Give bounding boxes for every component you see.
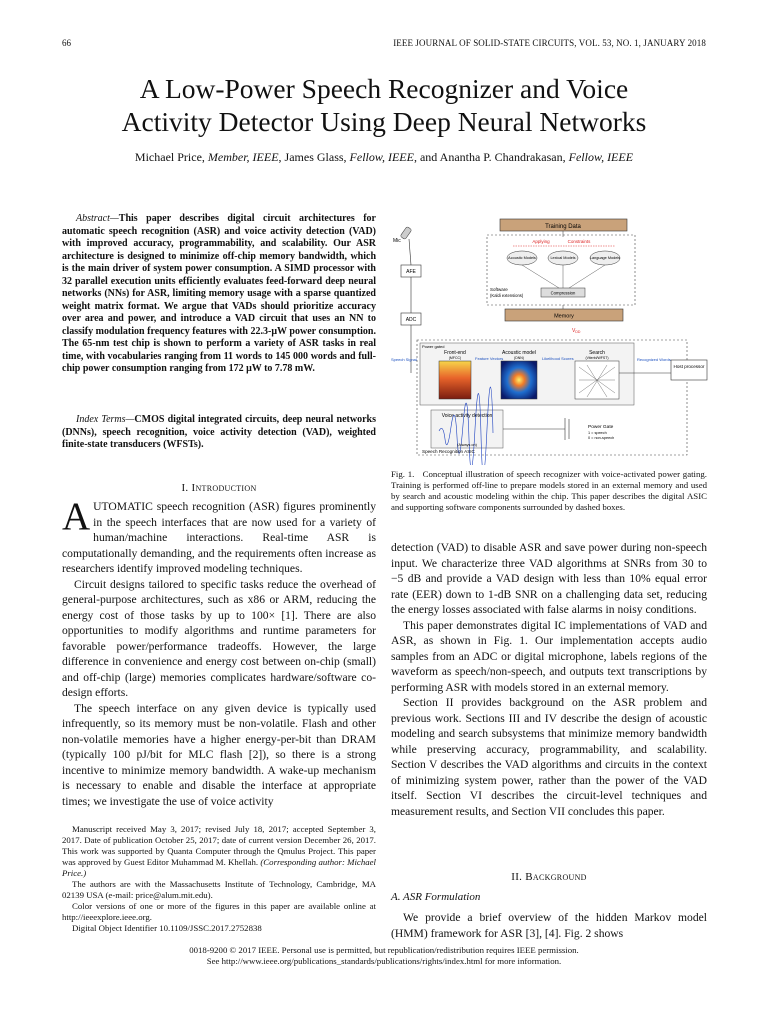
footnote-affiliation: The authors are with the Massachusetts Institute of Technology, Cambridge, MA 02139 USA (e-mail: price@alum.mit.edu).	[62, 879, 376, 900]
footnote-corresponding: (Corresponding author: Michael Price.)	[62, 857, 376, 878]
footnote-doi: Digital Object Identifier 10.1109/JSSC.2017.2752838	[72, 923, 262, 933]
author-3: , and Anantha P. Chandrakasan,	[413, 150, 566, 164]
always-on-label: (Always on)	[457, 443, 477, 447]
adc-label: ADC	[405, 317, 417, 323]
power-gate-speech-label: 1 = speech	[588, 431, 607, 435]
software-label: Software	[490, 287, 508, 292]
section-1-title: Introduction	[191, 482, 257, 494]
vdd-label: $V_{DD}$	[572, 328, 581, 334]
asr-paragraph-1: We provide a brief overview of the hidden Markov model (HMM) framework for ASR [3], [4]. Fig. 2 shows	[391, 911, 707, 940]
spectrogram-image	[439, 361, 471, 399]
author-3-role: Fellow, IEEE	[568, 150, 634, 164]
constraints-label: Constraints	[567, 239, 591, 244]
right-column-body	[391, 540, 707, 819]
intro-paragraph-1	[62, 495, 376, 577]
compression-label: Compression	[550, 290, 576, 296]
mic-label: Mic	[393, 238, 401, 244]
abstract	[62, 213, 376, 376]
introduction-body	[62, 495, 376, 809]
abstract-text: This paper describes digital circuit architectures for automatic speech recognition (ASR) and voice activity detection (VAD) with improved accuracy, programmability, and scalability. Our ASR architecture is designed to minimize off-chip memory bandwidth, which is the main driver of system power consumption. A SIMD processor with 32 parallel execution units efficiently evaluates feed-forward deep neural networks (NNs) for ASR, limiting memory usage with a sparse quantized weight matrix format. We argue that VADs should prioritize accuracy over area and power, and introduce a VAD circuit that uses an NN to classify modulation frequency features with 22.3-μW power consumption. The 65-nm test chip is shown to perform a variety of ASR tasks in real time, with vocabularies ranging from 11 words to 145 000 words and full-chip power consumption ranging from 172 μW to 7.78 mW.	[62, 213, 376, 374]
power-gate-label: Power Gate	[588, 425, 614, 430]
lexical-models-label: Lexical Models	[550, 256, 576, 260]
memory-label: Memory	[554, 313, 574, 320]
right-paragraph-1: detection (VAD) to disable ASR and save power during non-speech input. We characterize three VAD algorithms at SNRs from 30 to −5 dB and provide a VAD design with less than 10% equal error rate (EER) down to 1-dB SNR on a challenging data set, reducing the energy losses associated with false alarms in noisy conditions.	[391, 541, 707, 616]
author-list	[40, 150, 728, 165]
footnote-manuscript: Manuscript received May 3, 2017; revised July 18, 2017; accepted September 3, 2017. Date of publication October 25, 2017; date of current version December 26, 2017. This work was supported by Quanta Computer through the Qmulus Project. This paper was approved by Guest Editor Muhammad M. Khellah. (Corresponding author: Michael Price.)	[62, 824, 376, 878]
section-2-number: II.	[511, 871, 523, 883]
journal-header: IEEE JOURNAL OF SOLID-STATE CIRCUITS, VOL. 53, NO. 1, JANUARY 2018	[393, 38, 706, 48]
copyright-footer	[40, 945, 728, 967]
section-1-number: I.	[181, 482, 189, 494]
author-1-role: Member, IEEE	[207, 150, 279, 164]
index-terms-text: CMOS digital integrated circuits, deep neural networks (DNNs), speech recognition, voice activity detection (VAD), weighted finite-state transducers (WFSTs).	[62, 414, 376, 450]
intro-paragraph-2: Circuit designs tailored to specific tasks reduce the overhead of general-purpose architectures, such as x86 or ARM, reducing the energy cost of those tasks by up to 100× [1]. There are also opportunities to modify algorithms and runtime parameters for favorable power/performance tradeoffs. However, the large difference in convenience and energy cost between on-chip (small) and off-chip (large) memories complicates hardware/software co-design efforts.	[62, 577, 376, 699]
search-label: Search	[589, 350, 605, 356]
afe-label: AFE	[406, 269, 416, 275]
acoustic-model-label: Acoustic model	[502, 350, 536, 356]
frontend-sub-label: (MFCC)	[448, 356, 462, 360]
applying-label: Applying	[532, 239, 550, 244]
paper-title	[40, 72, 728, 138]
index-terms-lead: Index Terms—	[76, 414, 135, 425]
feature-vectors-label: Feature Vectors	[475, 356, 504, 361]
acoustic-model-sub-label: (DNN)	[514, 356, 524, 360]
index-terms	[62, 414, 376, 452]
section-2-heading	[391, 871, 707, 883]
footer-line-1: 0018-9200 © 2017 IEEE. Personal use is permitted, but republication/redistribution requires IEEE permission.	[189, 945, 579, 955]
figure-1-caption	[391, 469, 707, 513]
author-2: , James Glass,	[278, 150, 347, 164]
section-1-heading	[62, 482, 376, 494]
search-sub-label: (Viterbi/WFST)	[585, 356, 609, 360]
likelihood-scores-label: Likelihood Scores	[542, 356, 574, 361]
title-line-1: A Low-Power Speech Recognizer and Voice	[139, 73, 629, 104]
intro-paragraph-3: The speech interface on any given device is typically used infrequently, so its memory must be non-volatile. Flash and other non-volatile memories have a higher energy-per-bit than DRAM (typically 100 pJ/bit for MLC flash [2]), so there is a strong incentive to minimize memory bandwidth. A wake-up mechanism is necessary to enable and disable the interface at appropriate times; we investigate the use of voice activity	[62, 701, 376, 808]
power-gate-nonspeech-label: 0 = non-speech	[588, 436, 615, 440]
right-paragraph-3: Section II provides background on the ASR problem and previous work. Sections III and IV describe the design of acoustic modeling and search subsystems that minimize memory bandwidth while preserving accuracy, programmability, and scalability. Section V describes the VAD algorithms and circuits in the context of minimizing system power, rather than the power of the VAD itself. Section VI describes the circuit-level techniques and measurement results, and Section VII concludes this paper.	[391, 696, 707, 818]
author-1: Michael Price,	[134, 150, 205, 164]
asr-formulation-body	[391, 910, 707, 941]
speech-signal-label: Speech Signal	[391, 357, 417, 362]
figure-1	[389, 213, 711, 465]
page-number: 66	[62, 38, 71, 48]
power-gated-label: Power gated	[422, 344, 445, 349]
frontend-label: Front-end	[444, 350, 466, 356]
asic-label: Speech Recognition ASIC	[422, 449, 475, 454]
recognized-words-label: Recognized Words	[637, 357, 671, 362]
drop-cap: A	[62, 495, 91, 538]
subsection-a-heading: A. ASR Formulation	[391, 891, 481, 903]
footnote-color: Color versions of one or more of the figures in this paper are available online at http://ieeexplore.ieee.org.	[62, 901, 376, 922]
kaldi-label: (Kaldi extensions)	[490, 293, 524, 298]
dnn-heatmap-image	[501, 361, 537, 399]
host-processor-label: Host processor	[673, 364, 705, 369]
section-2-title: Background	[525, 871, 587, 883]
footnotes	[62, 824, 376, 934]
author-2-role: Fellow, IEEE	[349, 150, 414, 164]
host-processor-box	[671, 360, 707, 380]
training-data-label: Training Data	[545, 224, 581, 230]
vad-label: Voice activity detection	[441, 413, 493, 419]
figure-1-diagram	[389, 213, 711, 465]
abstract-lead: Abstract—	[76, 213, 119, 224]
right-paragraph-2: This paper demonstrates digital IC implementations of VAD and ASR, as shown in Fig. 1. Our implementation accepts audio samples from an ADC or digital microphone, labels regions of the waveform as speech/non-speech, and outputs text transcriptions by performing ASR with models stored in an external memory.	[391, 618, 707, 694]
acoustic-models-label: Acoustic Models	[508, 256, 536, 260]
language-models-label: Language Models	[589, 256, 621, 260]
caption-text: Conceptual illustration of speech recognizer with voice-activated power gating. Training is performed off-line to prepare models stored in an external memory and used by search and acoustic modeling within the chip. This paper describes the digital ASIC and supporting software components surrounded by dashed boxes.	[391, 469, 707, 512]
intro-paragraph-1-text: UTOMATIC speech recognition (ASR) figures prominently in the speech interfaces that are now used for a variety of human/machine interactions. Real-time ASR is computationally demanding, and the requirements often increase as researchers identify improved modeling techniques.	[62, 500, 376, 575]
title-line-2: Activity Detector Using Deep Neural Networks	[121, 106, 647, 137]
caption-label: Fig. 1.	[391, 469, 415, 479]
footer-line-2: See http://www.ieee.org/publications_standards/publications/rights/index.html for more information.	[206, 956, 562, 966]
microphone-icon	[400, 226, 412, 239]
